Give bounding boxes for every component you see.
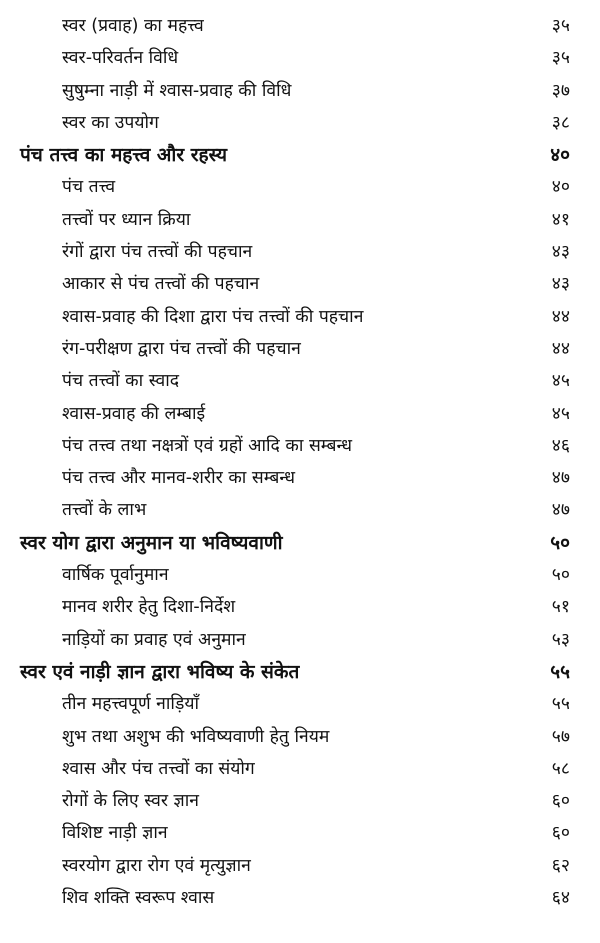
toc-entry-sanyog [0,753,600,785]
toc-entry-shubh-ashubh [0,721,600,753]
entry-page-number: ५७ [551,726,570,747]
toc-entry-nadiyon-pravah [0,624,600,656]
entry-title: स्वर (प्रवाह) का महत्त्व [62,16,204,36]
entry-title: शिव शक्ति स्वरूप श्वास [62,888,215,909]
toc-entry-shiv-shakti [0,882,600,914]
entry-page-number: ४३ [551,242,570,263]
entry-title: तत्त्वों पर ध्यान क्रिया [62,209,191,230]
toc-entry-rog-mrityu [0,850,600,882]
entry-title: स्वरयोग द्वारा रोग एवं मृत्युज्ञान [62,855,251,876]
heading-page-number: ५० [550,531,570,554]
entry-title: मानव शरीर हेतु दिशा-निर्देश [62,597,236,618]
entry-page-number: ५१ [551,597,570,618]
toc-entry-rang-parikshan [0,333,600,365]
entry-page-number: ४४ [551,338,570,359]
entry-title: रोगों के लिए स्वर ज्ञान [62,791,199,812]
entry-page-number: ४४ [551,306,570,327]
entry-page-number: ४६ [551,435,570,456]
toc-entry-lambai [0,398,600,430]
entry-page-number: ५८ [551,758,570,779]
entry-page-number: ४१ [551,209,570,230]
toc-heading-panch-tatva [0,139,600,171]
entry-title: तीन महत्त्वपूर्ण नाड़ियाँ [62,694,200,715]
toc-entry-rog-swar [0,785,600,817]
entry-title: आकार से पंच तत्त्वों की पहचान [62,274,260,295]
toc-entry-swar-upyog [0,107,600,139]
entry-title: तत्त्वों के लाभ [62,500,147,521]
toc-entry-varshik [0,559,600,591]
entry-page-number: ४७ [551,468,570,489]
toc-entry-disha-pehchan [0,301,600,333]
toc-entry-sushumna [0,75,600,107]
entry-page-number: ६० [551,791,570,812]
entry-page-number: ६० [551,823,570,844]
entry-title: रंग-परीक्षण द्वारा पंच तत्त्वों की पहचान [62,338,301,359]
entry-title: पंच तत्त्वों का स्वाद [62,371,180,392]
entry-title: पंच तत्त्व [62,177,116,198]
entry-title: श्वास-प्रवाह की लम्बाई [62,403,206,424]
toc-entry-panch-tatva [0,171,600,203]
entry-page-number: ४३ [551,274,570,295]
entry-title: शुभ तथा अशुभ की भविष्यवाणी हेतु नियम [62,726,330,747]
entry-page-number: ५० [551,565,570,586]
heading-page-number: ५५ [550,660,570,683]
entry-title: वार्षिक पूर्वानुमान [62,565,169,586]
entry-page-number: ३५ [551,48,570,69]
entry-page-number: ५३ [551,629,570,650]
entry-page-number: ३८ [551,112,570,133]
entry-page-number: ५५ [551,694,570,715]
toc-heading-swar-yog-anuman [0,527,600,559]
heading-title: पंच तत्त्व का महत्त्व और रहस्य [20,144,228,167]
entry-title: स्वर-परिवर्तन विधि [62,48,179,69]
entry-title: नाड़ियों का प्रवाह एवं अनुमान [62,629,246,650]
toc-entry-labh [0,494,600,526]
entry-title: सुषुम्ना नाड़ी में श्वास-प्रवाह की विधि [62,80,292,101]
entry-title: पंच तत्त्व तथा नक्षत्रों एवं ग्रहों आदि का सम्बन्ध [62,435,353,456]
entry-page-number: ४० [551,177,570,198]
entry-page-number: ३५ [551,16,570,36]
entry-page-number: ४५ [551,403,570,424]
toc-heading-bhavishya-sanket [0,656,600,688]
entry-page-number: ४५ [551,371,570,392]
toc-entry-disha-nirdesh [0,591,600,623]
toc-entry-teen-nadiyan [0,688,600,720]
heading-title: स्वर योग द्वारा अनुमान या भविष्यवाणी [20,531,283,554]
entry-title: श्वास-प्रवाह की दिशा द्वारा पंच तत्त्वों की पहचान [62,306,364,327]
toc-entry-dhyan-kriya [0,204,600,236]
toc-entry-aakar-pehchan [0,268,600,300]
toc-entry-swad [0,365,600,397]
entry-page-number: ६४ [551,888,570,909]
toc-entry-vishisht-nadi [0,817,600,849]
entry-title: विशिष्ट नाड़ी ज्ञान [62,823,168,844]
entry-page-number: ६२ [551,855,570,876]
heading-title: स्वर एवं नाड़ी ज्ञान द्वारा भविष्य के संकेत [20,660,300,683]
toc-entry-swar-pravah-mahatva [0,10,600,42]
toc-entry-nakshatra [0,430,600,462]
entry-title: पंच तत्त्व और मानव-शरीर का सम्बन्ध [62,468,295,489]
toc-entry-swar-parivartan [0,42,600,74]
entry-page-number: ४७ [551,500,570,521]
entry-title: स्वर का उपयोग [62,112,159,133]
toc-entry-rang-pehchan [0,236,600,268]
heading-page-number: ४० [550,144,570,167]
toc-entry-manav-sharir [0,462,600,494]
entry-title: रंगों द्वारा पंच तत्त्वों की पहचान [62,242,253,263]
entry-title: श्वास और पंच तत्त्वों का संयोग [62,758,255,779]
entry-page-number: ३७ [551,80,570,101]
table-of-contents [0,10,600,914]
